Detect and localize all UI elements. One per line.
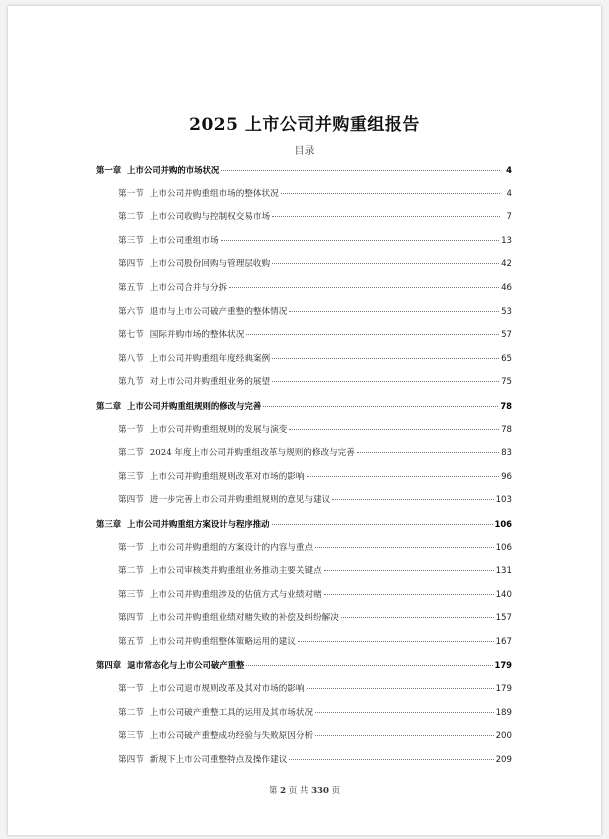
toc-entry-page: 57 [501, 330, 512, 341]
toc-entry-number: 第一章 [96, 165, 122, 175]
toc-leader-dots [263, 406, 498, 407]
toc-entry-page: 4 [506, 165, 512, 175]
toc-entry-number: 第一节 [118, 424, 144, 435]
footer-suffix: 页 [331, 786, 341, 796]
toc-entry-title: 对上市公司并购重组业务的展望 [149, 377, 271, 388]
toc-section-entry[interactable] [96, 371, 512, 395]
toc-leader-dots [307, 476, 500, 477]
toc-leader-dots [289, 311, 499, 312]
toc-entry-title: 上市公司并购重组方案设计与程序推动 [127, 518, 270, 529]
toc-section-entry[interactable] [96, 725, 512, 749]
toc-entry-page: 179 [494, 660, 512, 671]
toc-entry-page: 96 [501, 471, 512, 482]
footer-current-page: 2 [280, 786, 287, 796]
toc-entry-number: 第八节 [118, 353, 144, 364]
toc-entry-number: 第六节 [118, 306, 144, 317]
toc-section-entry[interactable] [96, 537, 512, 561]
toc-entry-number: 第二节 [118, 448, 144, 459]
footer-middle: 页 共 [288, 786, 309, 796]
toc-entry-page: 75 [501, 377, 512, 388]
toc-entry-title: 上市公司股份回购与管理层收购 [149, 259, 271, 270]
toc-entry-page: 140 [495, 589, 512, 600]
toc-entry-title: 上市公司并购重组规则的发展与演变 [149, 424, 288, 435]
toc-section-entry[interactable] [96, 607, 512, 631]
toc-entry-page: 83 [501, 448, 512, 459]
toc-section-entry[interactable] [96, 348, 512, 372]
toc-leader-dots [272, 524, 493, 525]
toc-section-entry[interactable] [96, 206, 512, 230]
toc-entry-page: 167 [495, 636, 512, 647]
toc-entry-title: 上市公司并购重组市场的整体状况 [149, 188, 279, 199]
toc-leader-dots [221, 240, 500, 241]
toc-entry-number: 第三章 [96, 518, 122, 529]
toc-entry-number: 第二节 [118, 707, 144, 718]
toc-leader-dots [341, 617, 494, 618]
toc-entry-title: 退市与上市公司破产重整的整体情况 [149, 306, 288, 317]
toc-entry-page: 78 [501, 424, 512, 435]
toc-entry-title: 国际并购市场的整体状况 [149, 330, 245, 341]
toc-leader-dots [315, 547, 494, 548]
toc-leader-dots [272, 358, 499, 359]
toc-entry-page: 78 [500, 400, 512, 411]
toc-entry-number: 第四节 [118, 613, 144, 624]
toc-entry-number: 第一节 [118, 542, 144, 553]
toc-entry-page: 157 [495, 613, 512, 624]
toc-leader-dots [229, 287, 499, 288]
toc-leader-dots [272, 216, 500, 217]
toc-entry-number: 第一节 [118, 188, 144, 199]
toc-entry-page: 42 [501, 259, 512, 270]
toc-section-entry[interactable] [96, 419, 512, 443]
toc-entry-page: 131 [495, 566, 512, 577]
toc-section-entry[interactable] [96, 584, 512, 608]
toc-entry-number: 第四节 [118, 259, 144, 270]
toc-entry-number: 第五节 [118, 282, 144, 293]
toc-leader-dots [324, 594, 494, 595]
toc-entry-number: 第四章 [96, 660, 122, 671]
toc-section-entry[interactable] [96, 489, 512, 513]
toc-entry-page: 179 [495, 684, 512, 695]
toc-leader-dots [221, 170, 500, 171]
toc-leader-dots [357, 452, 499, 453]
toc-section-entry[interactable] [96, 230, 512, 254]
toc-entry-title: 上市公司收购与控制权交易市场 [149, 212, 271, 223]
toc-entry-number: 第一节 [118, 684, 144, 695]
toc-entry-title: 上市公司并购重组整体策略运用的建议 [149, 636, 296, 647]
toc-entry-number: 第三节 [118, 731, 144, 742]
page-footer [8, 784, 601, 796]
toc-leader-dots [272, 263, 499, 264]
toc-section-entry[interactable] [96, 253, 512, 277]
toc-entry-page: 4 [506, 188, 512, 199]
table-of-contents [96, 159, 512, 772]
toc-section-entry[interactable] [96, 301, 512, 325]
toc-section-entry[interactable] [96, 324, 512, 348]
footer-total-pages: 330 [311, 786, 329, 796]
toc-chapter-entry[interactable] [96, 654, 512, 678]
toc-section-entry[interactable] [96, 702, 512, 726]
toc-entry-number: 第二节 [118, 212, 144, 223]
toc-entry-number: 第四节 [118, 754, 144, 765]
toc-entry-number: 第三节 [118, 589, 144, 600]
toc-entry-page: 106 [495, 542, 512, 553]
toc-section-entry[interactable] [96, 631, 512, 655]
toc-leader-dots [246, 334, 499, 335]
toc-leader-dots [289, 429, 499, 430]
toc-leader-dots [272, 381, 499, 382]
toc-entry-title: 退市常态化与上市公司破产重整 [127, 660, 245, 671]
toc-entry-title: 上市公司并购重组业绩对赌失败的补偿及纠纷解决 [149, 613, 339, 624]
toc-section-entry[interactable] [96, 466, 512, 490]
toc-entry-title: 上市公司并购重组规则的修改与完善 [127, 400, 262, 411]
toc-entry-title: 上市公司并购重组年度经典案例 [149, 353, 271, 364]
toc-entry-title: 进一步完善上市公司并购重组规则的意见与建议 [149, 495, 331, 506]
toc-entry-number: 第九节 [118, 377, 144, 388]
toc-entry-number: 第二章 [96, 400, 122, 411]
toc-entry-number: 第五节 [118, 636, 144, 647]
toc-entry-page: 53 [501, 306, 512, 317]
toc-entry-page: 13 [501, 235, 512, 246]
toc-entry-number: 第二节 [118, 566, 144, 577]
toc-entry-page: 200 [495, 731, 512, 742]
toc-section-entry[interactable] [96, 277, 512, 301]
toc-leader-dots [307, 688, 494, 689]
toc-entry-page: 103 [495, 495, 512, 506]
toc-section-entry[interactable] [96, 560, 512, 584]
toc-entry-page: 7 [506, 212, 512, 223]
toc-entry-title: 上市公司并购重组规则改革对市场的影响 [149, 471, 305, 482]
toc-leader-dots [289, 759, 493, 760]
toc-entry-title: 上市公司退市规则改革及其对市场的影响 [149, 684, 305, 695]
toc-entry-page: 46 [501, 282, 512, 293]
toc-chapter-entry[interactable] [96, 395, 512, 419]
toc-entry-title: 上市公司合并与分拆 [149, 282, 228, 293]
toc-section-entry[interactable] [96, 749, 512, 773]
toc-entry-title: 上市公司并购的市场状况 [127, 165, 220, 175]
toc-entry-title: 上市公司重组市场 [149, 235, 219, 246]
toc-leader-dots [315, 735, 494, 736]
footer-prefix: 第 [268, 786, 278, 796]
toc-leader-dots [246, 665, 492, 666]
toc-entry-number: 第七节 [118, 330, 144, 341]
toc-entry-title: 新规下上市公司重整特点及操作建议 [149, 754, 288, 765]
toc-entry-title: 上市公司审核类并购重组业务推动主要关键点 [149, 566, 322, 577]
toc-entry-page: 65 [501, 353, 512, 364]
document-page [8, 6, 601, 835]
toc-entry-title: 2024 年度上市公司并购重组改革与规则的修改与完善 [149, 448, 355, 459]
toc-entry-page: 209 [495, 754, 512, 765]
toc-chapter-entry[interactable] [96, 159, 512, 183]
toc-entry-title: 上市公司并购重组的方案设计的内容与重点 [149, 542, 314, 553]
toc-entry-title: 上市公司破产重整工具的运用及其市场状况 [149, 707, 314, 718]
toc-entry-number: 第三节 [118, 471, 144, 482]
toc-heading: 目录 [294, 146, 315, 157]
toc-leader-dots [315, 712, 494, 713]
toc-section-entry[interactable] [96, 183, 512, 207]
document-title: 2025 上市公司并购重组报告 [189, 115, 420, 135]
toc-leader-dots [298, 641, 494, 642]
toc-chapter-entry[interactable] [96, 513, 512, 537]
toc-section-entry[interactable] [96, 442, 512, 466]
toc-entry-title: 上市公司并购重组涉及的估值方式与业绩对赌 [149, 589, 322, 600]
toc-entry-number: 第四节 [118, 495, 144, 506]
toc-leader-dots [324, 570, 494, 571]
toc-leader-dots [332, 499, 493, 500]
toc-entry-number: 第三节 [118, 235, 144, 246]
toc-entry-title: 上市公司破产重整成功经验与失败原因分析 [149, 731, 314, 742]
toc-entry-page: 189 [495, 707, 512, 718]
toc-section-entry[interactable] [96, 678, 512, 702]
toc-leader-dots [281, 193, 500, 194]
toc-entry-page: 106 [494, 518, 512, 529]
